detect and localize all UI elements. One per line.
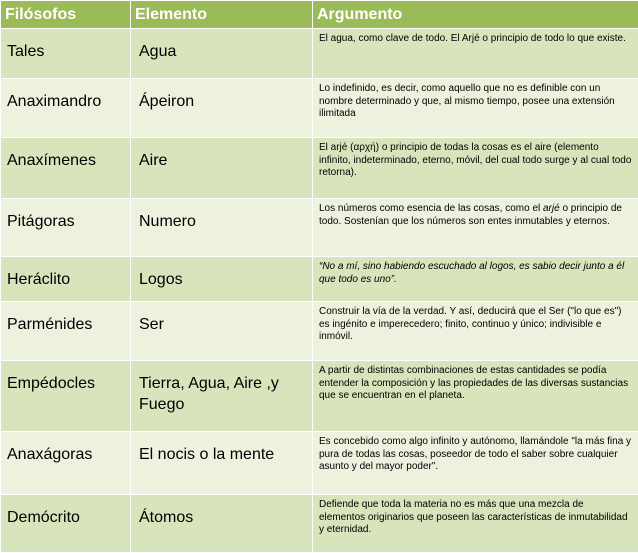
element-cell: Ápeiron (131, 79, 313, 138)
philosopher-name: Anaximandro (1, 79, 131, 138)
table-row (1, 257, 638, 302)
header-row (1, 1, 638, 29)
philosopher-name: Heráclito (1, 257, 131, 302)
element-cell: Átomos (131, 495, 313, 553)
argument-text: Los números como esencia de las cosas, como el (319, 203, 543, 214)
argument-cell: El agua, como clave de todo. El Arjé o principio de todo lo que existe. (313, 29, 638, 79)
philosopher-name: Pitágoras (1, 199, 131, 257)
philosopher-name: Parménides (1, 302, 131, 361)
header-argument: Argumento (313, 1, 638, 29)
element-cell: El nocis o la mente (131, 432, 313, 495)
argument-text: o principio de todo. Sostenían que los números son entes inmutables y eternos. (319, 203, 622, 227)
argument-cell: El arjé (αρχή) o principio de todas la cosas es el aire (elemento infinito, indeterminado, eterno, móvil, del cual todo surge y al cual todo retorna). (313, 138, 638, 199)
element-cell: Aire (131, 138, 313, 199)
argument-cell: “No a mí, sino habiendo escuchado al logos, es sabio decir junto a él que todo es uno”. (313, 257, 638, 302)
element-cell: Numero (131, 199, 313, 257)
element-cell: Ser (131, 302, 313, 361)
philosopher-name: Tales (1, 29, 131, 79)
table-row (1, 79, 638, 138)
table-row (1, 29, 638, 79)
philosopher-name: Demócrito (1, 495, 131, 553)
argument-cell: Defiende que toda la materia no es más que una mezcla de elementos originarios que poseen las características de inmutabilidad y eternidad. (313, 495, 638, 553)
header-element: Elemento (131, 1, 313, 29)
table-row (1, 495, 638, 553)
table-row (1, 432, 638, 495)
argument-cell: A partir de distintas combinaciones de estas cantidades se podía entender la composición y las propiedades de las diversas sustancias que se encuentran en el planeta. (313, 361, 638, 432)
table-row (1, 199, 638, 257)
argument-cell (313, 199, 638, 257)
philosopher-name: Empédocles (1, 361, 131, 432)
element-cell: Logos (131, 257, 313, 302)
table-row (1, 138, 638, 199)
argument-cell: Construir la vía de la verdad. Y así, deducirá que el Ser ("lo que es") es ingénito e imperecedero; finito, continuo y único; indivisible e inmóvil. (313, 302, 638, 361)
table-row (1, 302, 638, 361)
table-row (1, 361, 638, 432)
argument-cell: Lo indefinido, es decir, como aquello que no es definible con un nombre determinado y que, al mismo tiempo, posee una extensión ilimitada (313, 79, 638, 138)
philosopher-name: Anaxágoras (1, 432, 131, 495)
argument-emphasis: arjé (543, 203, 560, 214)
header-philosophers: Filósofos (1, 1, 131, 29)
philosopher-name: Anaxímenes (1, 138, 131, 199)
argument-cell: Es concebido como algo infinito y autónomo, llamándole "la más fina y pura de todas las cosas, poseedor de todo el saber sobre cualquier asunto y del mayor poder". (313, 432, 638, 495)
element-cell: Tierra, Agua, Aire ,y Fuego (131, 361, 313, 432)
element-cell: Agua (131, 29, 313, 79)
